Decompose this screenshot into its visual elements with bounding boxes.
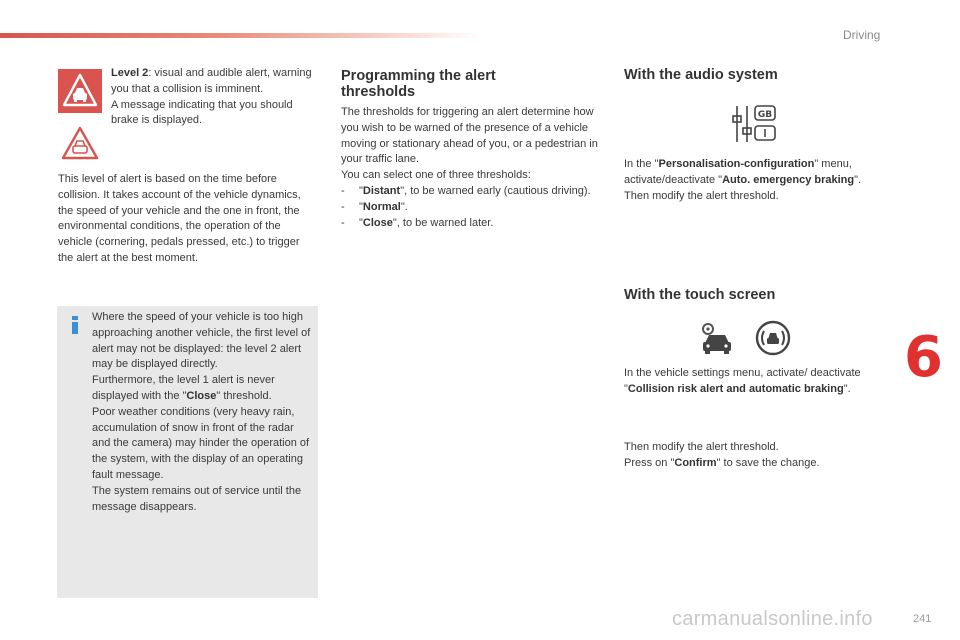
touch-p3-after: " to save the change.: [716, 456, 820, 469]
audio-instructions: [624, 157, 896, 204]
alert-timing-paragraph: This level of alert is based on the time before collision. It takes account of the vehicle dynamics, the speed of your vehicle and the one in front, the environmental conditions, the operation of the vehicle (cornering, pedals pressed, etc.) to trigger the alert at the best moment.: [58, 173, 301, 264]
settings-sliders-icon: [731, 104, 779, 144]
threshold-item-distant: - "Distant", to be warned early (cautious driving).: [341, 184, 591, 197]
collision-alert-button-icon: [755, 320, 791, 356]
chapter-number: 6: [904, 325, 943, 390]
info-p2-before: Furthermore, the level 1 alert is never displayed with the ": [92, 374, 275, 402]
touch-p-after: ".: [843, 382, 851, 395]
touch-p3-before: Press on ": [624, 456, 675, 469]
level2-description: [111, 66, 323, 129]
car-settings-icon: [700, 321, 734, 355]
collision-warning-outline-icon: [58, 121, 102, 165]
info-p3: Poor weather conditions (very heavy rain, accumulation of snow in front of the radar and the camera) may hinder the operation of the system, with the display of an operating fault message.: [92, 405, 310, 481]
audio-p-mid: " menu, activate/deactivate ": [624, 158, 852, 186]
touch-instructions: [624, 366, 896, 398]
threshold-normal: Normal: [362, 200, 401, 213]
info-text: [92, 310, 314, 515]
touch-p-before: In the vehicle settings menu, activate/ deactivate ": [624, 367, 861, 395]
programming-heading: Programming the alert thresholds: [341, 68, 496, 100]
info-icon: [69, 316, 81, 334]
info-p2-after: " threshold.: [216, 389, 272, 402]
level2-label: Level 2: [111, 67, 149, 79]
info-p2-bold: Close: [186, 389, 217, 402]
thresholds-text: [341, 105, 606, 231]
audio-p2: Then modify the alert threshold.: [624, 189, 779, 202]
touch-option-name: Collision risk alert and automatic braking: [627, 382, 844, 395]
info-p4: The system remains out of service until the message disappears.: [92, 484, 302, 513]
touch-p2: Then modify the alert threshold.: [624, 441, 779, 453]
collision-warning-filled-icon: [58, 69, 102, 113]
audio-heading: With the audio system: [624, 67, 778, 83]
threshold-distant: Distant: [362, 184, 401, 197]
audio-p-after: ".: [854, 173, 862, 186]
watermark: carmanualsonline.info: [672, 608, 873, 630]
info-box: [57, 306, 318, 598]
thresholds-select: You can select one of three thresholds:: [341, 169, 531, 182]
header-color-bar: [0, 33, 480, 38]
level2-text: : visual and audible alert, warning you that a collision is imminent.: [111, 67, 312, 95]
page-number: 241: [913, 613, 932, 625]
audio-option-name: Auto. emergency braking: [722, 173, 855, 186]
audio-p-before: In the ": [624, 158, 659, 170]
level2-text2: A message indicating that you should brake is displayed.: [111, 98, 293, 127]
threshold-normal-desc: ".: [400, 200, 408, 213]
section-title: Driving: [843, 28, 881, 42]
touch-heading: With the touch screen: [624, 287, 776, 303]
info-p1: Where the speed of your vehicle is too high approaching another vehicle, the first level of alert may not be displayed: the level 2 alert may be displayed directly.: [92, 311, 311, 371]
threshold-close: Close: [362, 216, 393, 229]
thresholds-intro: The thresholds for triggering an alert determine how you wish to be warned of the presence of a vehicle moving or stationary ahead of you, or a pedestrian in your traffic lane.: [341, 106, 598, 166]
threshold-distant-desc: ", to be warned early (cautious driving).: [400, 184, 591, 197]
threshold-item-normal: - "Normal".: [341, 200, 408, 213]
gb-label: GB: [757, 110, 773, 120]
threshold-item-close: - "Close", to be warned later.: [341, 216, 494, 229]
audio-menu-name: Personalisation-configuration: [658, 158, 815, 170]
threshold-close-desc: ", to be warned later.: [392, 216, 494, 229]
touch-instructions-2: [624, 440, 896, 472]
confirm-label: Confirm: [674, 456, 717, 469]
